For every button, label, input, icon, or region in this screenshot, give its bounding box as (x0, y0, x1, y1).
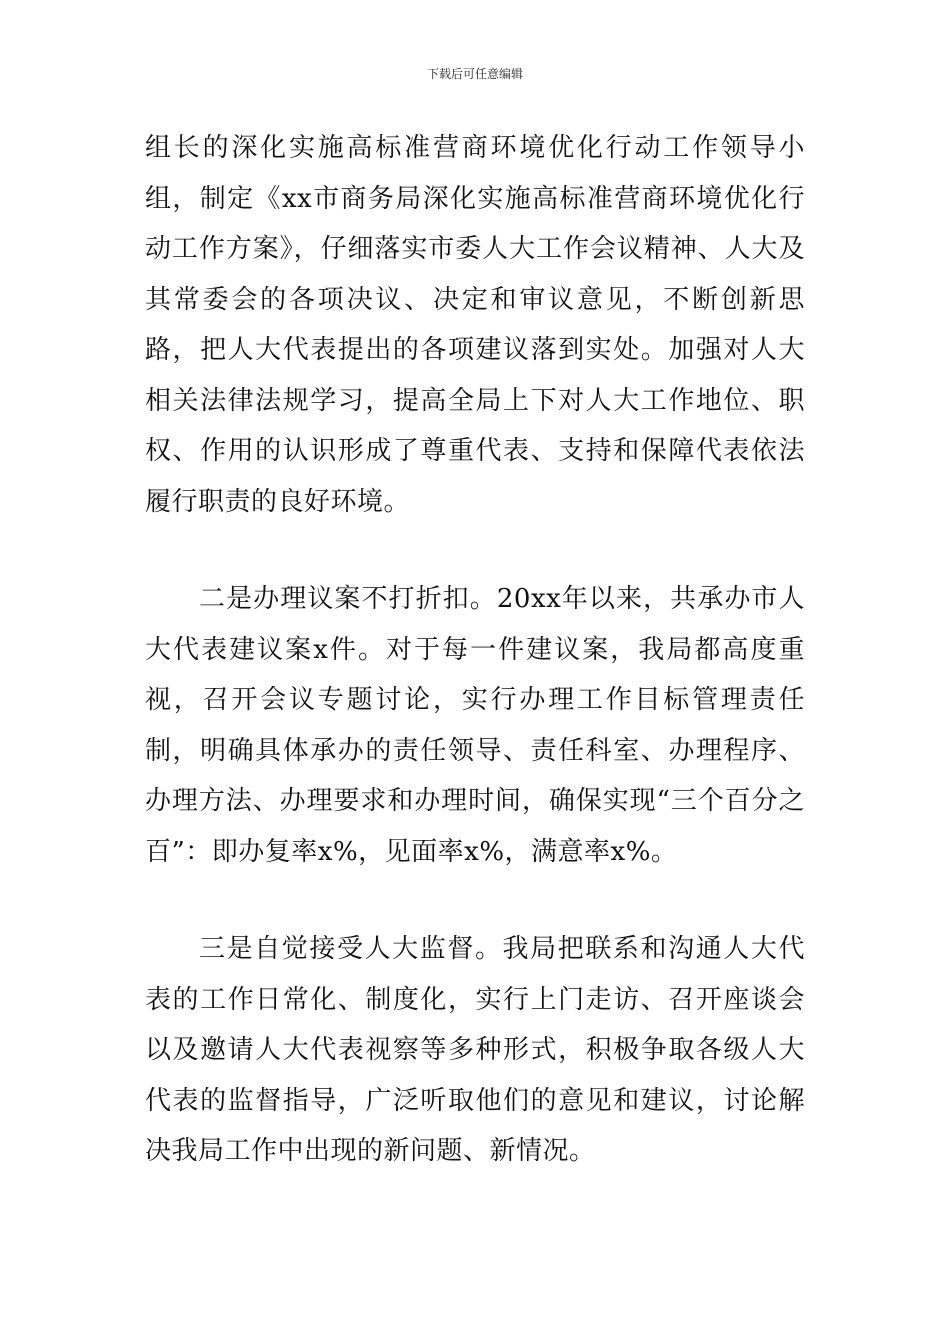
page-header: 下载后可任意编辑 (426, 67, 523, 81)
paragraph-accept-supervision: 三是自觉接受人大监督。我局把联系和沟通人大代表的工作日常化、制度化，实行上门走访、召开座谈会以及邀请人大代表视察等多种形式，积极争取各级人大代表的监督指导，广泛听取他们的意见和建议，讨论解决我局工作中出现的新问题、新情况。 (145, 934, 805, 1166)
paragraph-handling-proposals: 二是办理议案不打折扣。20xx年以来，共承办市人大代表建议案x件。对于每一件建议案，我局都高度重视，召开会议专题讨论，实行办理工作目标管理责任制，明确具体承办的责任领导、责任科室、办理程序、办理方法、办理要求和办理时间，确保实现“三个百分之百”：即办复率x%，见面率x%，满意率x%。 (145, 584, 805, 867)
paragraph-leadership-group: 组长的深化实施高标准营商环境优化行动工作领导小组，制定《xx市商务局深化实施高标准营商环境优化行动工作方案》，仔细落实市委人大工作会议精神、人大及其常委会的各项决议、决定和审议意见，不断创新思路，把人大代表提出的各项建议落到实处。加强对人大相关法律法规学习，提高全局上下对人大工作地位、职权、作用的认识形成了尊重代表、支持和保障代表依法履行职责的良好环境。 (145, 133, 805, 517)
